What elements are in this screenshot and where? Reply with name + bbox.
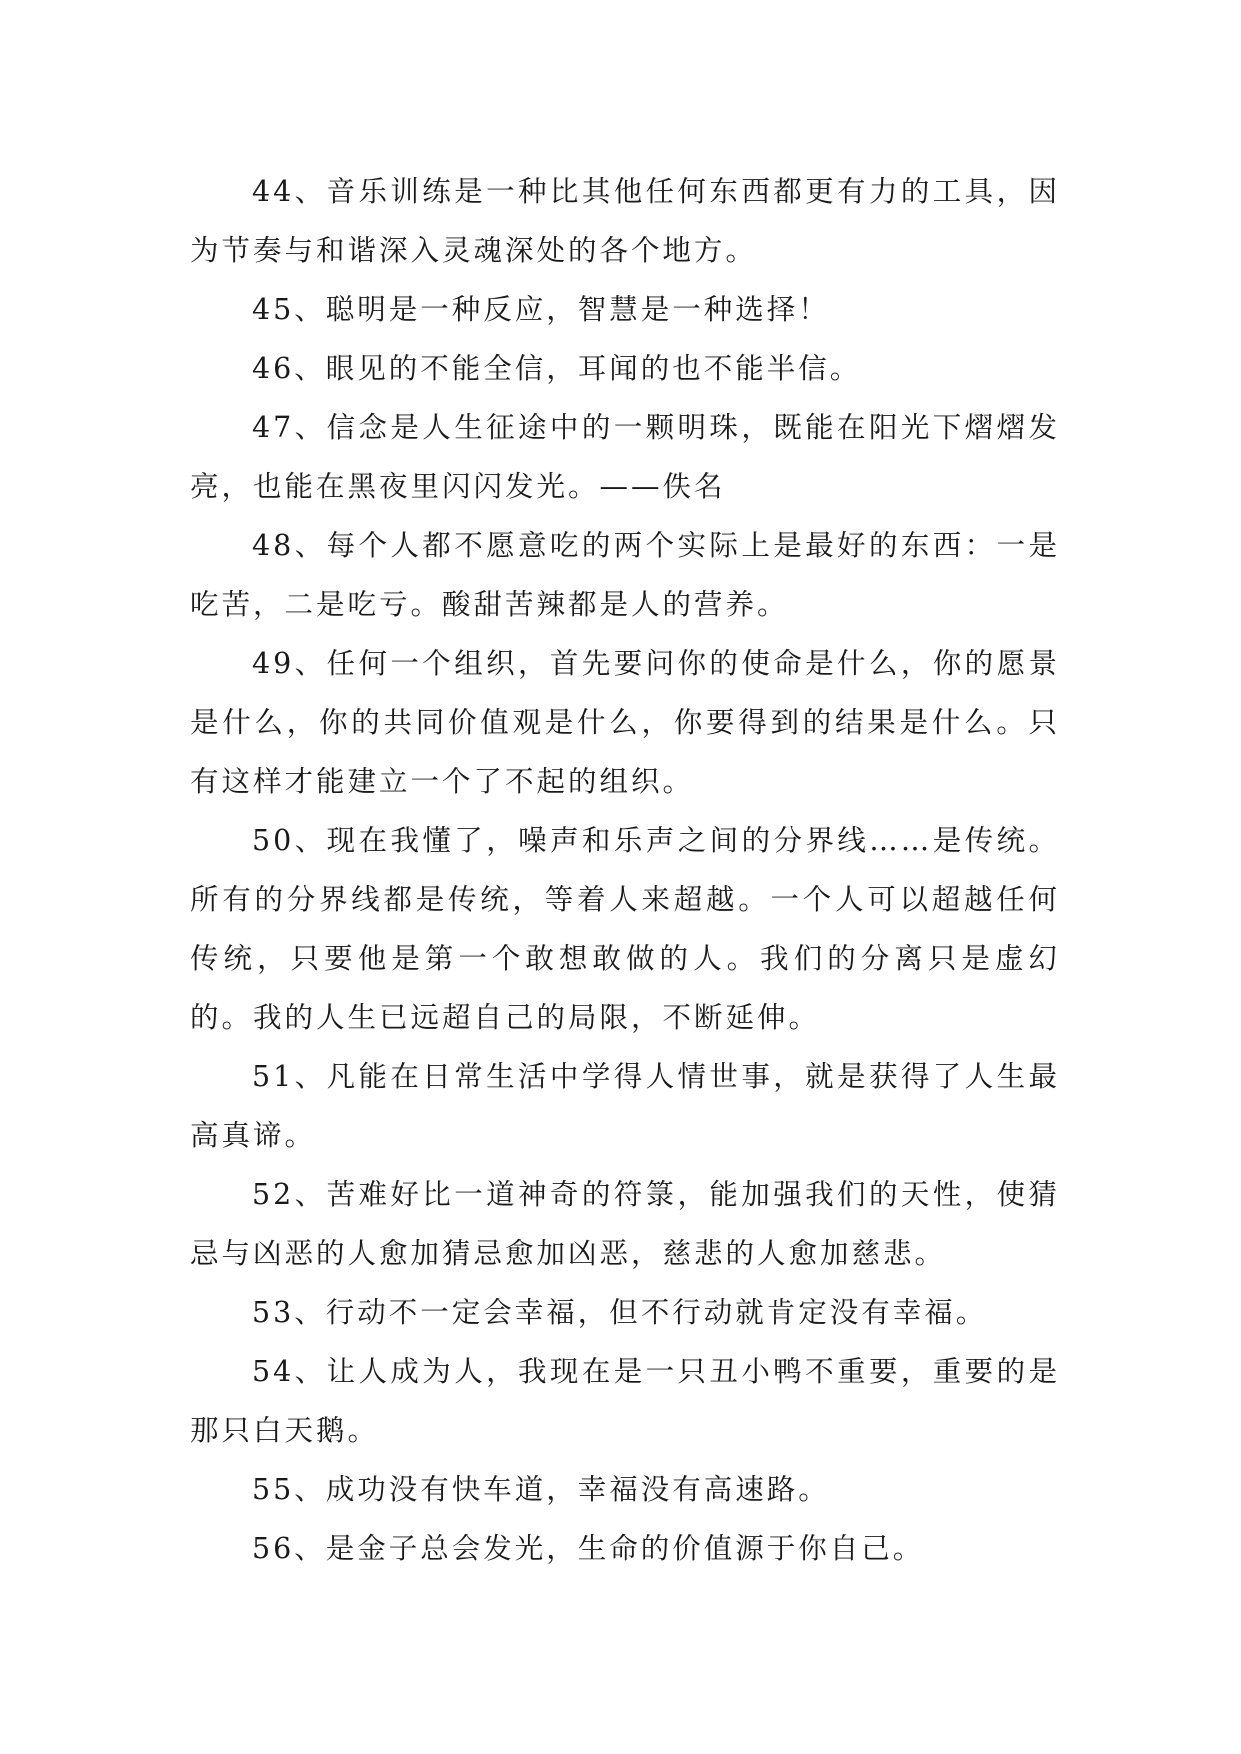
paragraph-55: 55、成功没有快车道，幸福没有高速路。 xyxy=(252,1473,830,1506)
paragraph-52: 52、苦难好比一道神奇的符箓，能加强我们的天性，使猜忌与凶恶的人愈加猜忌愈加凶恶，慈悲的人愈加慈悲。 xyxy=(190,1178,1060,1270)
paragraph-48: 48、每个人都不愿意吃的两个实际上是最好的东西：一是吃苦，二是吃亏。酸甜苦辣都是人的营养。 xyxy=(190,529,1060,621)
paragraph-56: 56、是金子总会发光，生命的价值源于你自己。 xyxy=(252,1532,925,1565)
paragraph-51: 51、凡能在日常生活中学得人情世事，就是获得了人生最高真谛。 xyxy=(190,1060,1060,1152)
paragraph-46: 46、眼见的不能全信，耳闻的也不能半信。 xyxy=(252,352,862,385)
paragraph-53: 53、行动不一定会幸福，但不行动就肯定没有幸福。 xyxy=(252,1296,988,1329)
document-body xyxy=(190,162,1060,1578)
paragraph-45: 45、聪明是一种反应，智慧是一种选择！ xyxy=(252,293,830,326)
paragraph-47: 47、信念是人生征途中的一颗明珠，既能在阳光下熠熠发亮，也能在黑夜里闪闪发光。——佚名 xyxy=(190,411,1060,503)
paragraph-54: 54、让人成为人，我现在是一只丑小鸭不重要，重要的是那只白天鹅。 xyxy=(190,1355,1060,1447)
paragraph-44: 44、音乐训练是一种比其他任何东西都更有力的工具，因为节奏与和谐深入灵魂深处的各个地方。 xyxy=(190,175,1060,267)
paragraph-49: 49、任何一个组织，首先要问你的使命是什么，你的愿景是什么，你的共同价值观是什么，你要得到的结果是什么。只有这样才能建立一个了不起的组织。 xyxy=(190,647,1060,798)
paragraph-50: 50、现在我懂了，噪声和乐声之间的分界线……是传统。所有的分界线都是传统，等着人来超越。一个人可以超越任何传统，只要他是第一个敢想敢做的人。我们的分离只是虚幻的。我的人生已远超自己的局限，不断延伸。 xyxy=(190,824,1060,1034)
